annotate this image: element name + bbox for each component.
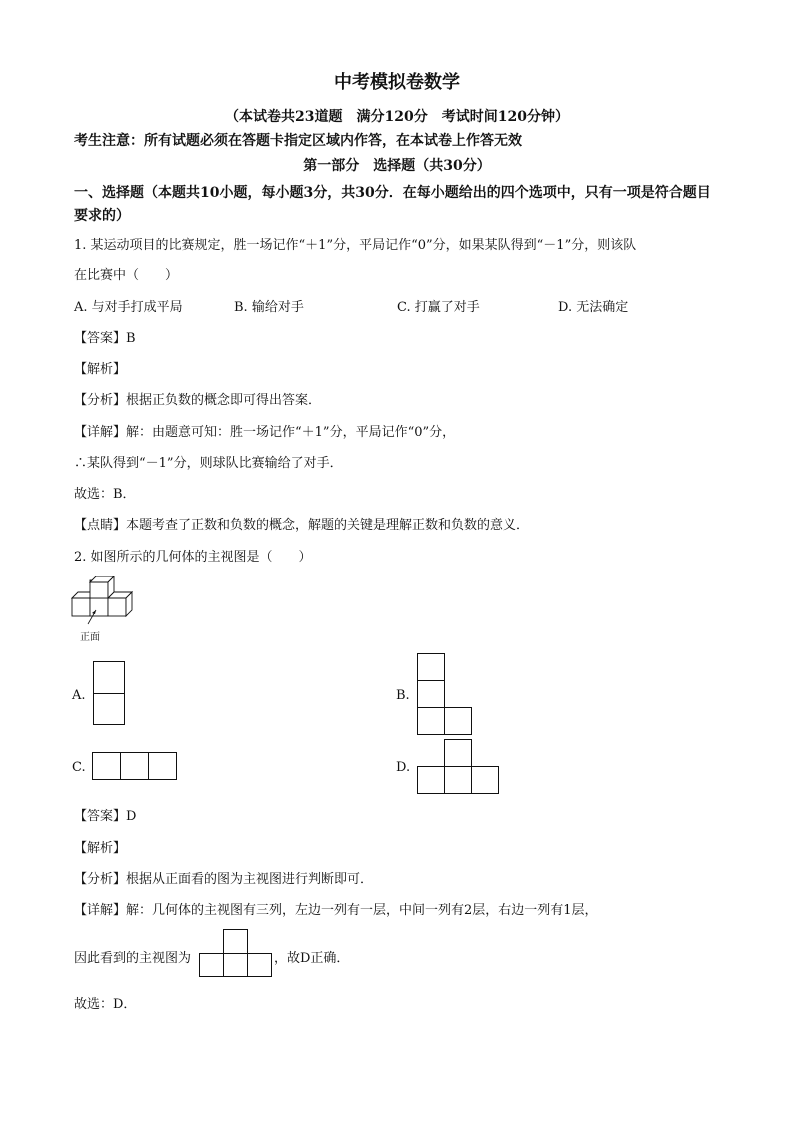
square xyxy=(223,953,248,977)
square xyxy=(417,707,445,735)
square xyxy=(444,766,472,794)
q2-option-c-label: C. xyxy=(72,760,86,775)
q1-stem-line2: 在比赛中（ ） xyxy=(74,268,179,283)
q2-stem: 2. 如图所示的几何体的主视图是（ ） xyxy=(74,550,312,565)
square xyxy=(247,953,272,977)
q1-answer: 【答案】B xyxy=(74,331,136,346)
square xyxy=(148,752,177,780)
figure-front-label: 正面 xyxy=(80,632,100,643)
q1-therefore: ∴某队得到“－1”分，则球队比赛输给了对手． xyxy=(74,456,343,471)
exam-notice: 考生注意：所有试题必须在答题卡指定区域内作答，在本试卷上作答无效 xyxy=(74,133,522,149)
q1-stem-line1: 1. 某运动项目的比赛规定，胜一场记作“＋1”分，平局记作“0”分，如果某队得到“－1”分，则该队 xyxy=(74,238,637,253)
q1-fenxi: 【分析】根据正负数的概念即可得出答案． xyxy=(74,393,322,408)
square xyxy=(444,707,472,735)
square xyxy=(417,653,445,681)
q1-option-c: C. 打赢了对手 xyxy=(397,300,480,315)
square xyxy=(471,766,499,794)
q2-option-a-label: A. xyxy=(72,688,86,703)
q1-analysis-tag: 【解析】 xyxy=(74,362,127,377)
part-heading: 第一部分 选择题（共30分） xyxy=(303,158,491,174)
q1-xiangjie: 【详解】解：由题意可知：胜一场记作“＋1”分，平局记作“0”分， xyxy=(74,425,456,440)
square xyxy=(417,680,445,708)
q2-option-d-label: D. xyxy=(396,760,411,775)
square xyxy=(120,752,149,780)
section-heading: 一、选择题（本题共10小题，每小题3分，共30分．在每小题给出的四个选项中，只有一项是符合题目要求的） xyxy=(74,185,711,224)
q2-conclusion-after: ，故D正确． xyxy=(274,951,350,966)
q1-choose: 故选：B． xyxy=(74,487,136,502)
square xyxy=(93,661,125,694)
q2-conclusion-before: 因此看到的主视图为 xyxy=(74,951,192,966)
square xyxy=(92,752,121,780)
q2-fenxi: 【分析】根据从正面看的图为主视图进行判断即可． xyxy=(74,872,374,887)
q2-analysis-tag: 【解析】 xyxy=(74,841,127,856)
square xyxy=(93,693,125,725)
q2-choose: 故选：D． xyxy=(74,997,137,1012)
q1-option-d: D. 无法确定 xyxy=(558,300,629,315)
square xyxy=(223,929,248,954)
q1-option-a: A. 与对手打成平局 xyxy=(74,300,183,315)
q1-option-b: B. 输给对手 xyxy=(234,300,304,315)
square xyxy=(199,953,224,977)
geometry-solid-figure xyxy=(70,576,140,626)
q2-answer: 【答案】D xyxy=(74,809,137,824)
exam-subtitle: （本试卷共23道题 满分120分 考试时间120分钟） xyxy=(225,109,569,125)
exam-title: 中考模拟卷数学 xyxy=(334,72,460,93)
square xyxy=(417,766,445,794)
q2-option-b-label: B. xyxy=(396,688,410,703)
square xyxy=(444,739,472,767)
q1-dianjing: 【点睛】本题考查了正数和负数的概念，解题的关键是理解正数和负数的意义． xyxy=(74,518,530,533)
q2-xiangjie: 【详解】解：几何体的主视图有三列，左边一列有一层，中间一列有2层，右边一列有1层， xyxy=(74,903,598,918)
